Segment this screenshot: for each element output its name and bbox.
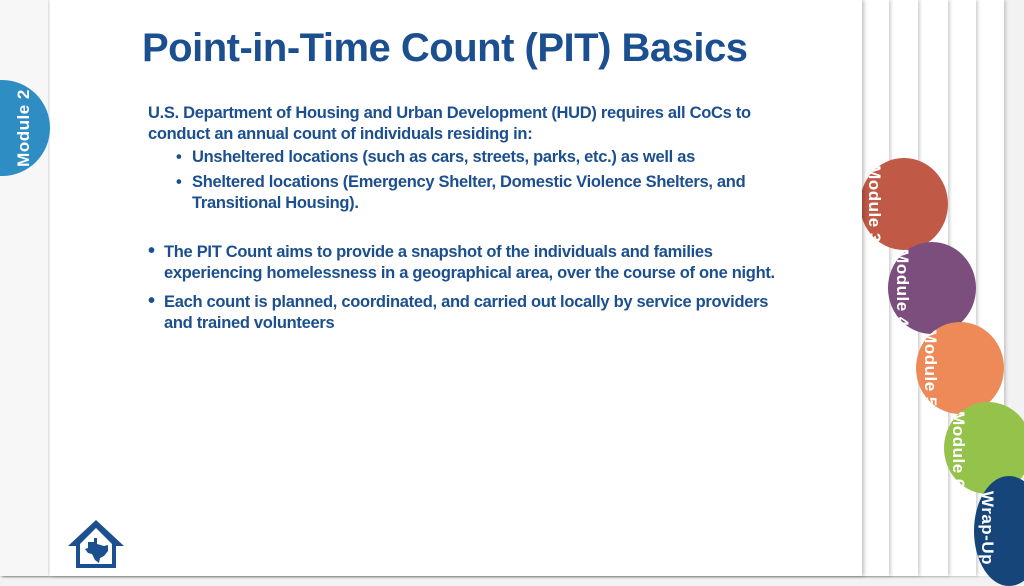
tab-module-5-label: Module 5	[921, 329, 940, 407]
tab-module-3-label: Module 3	[865, 165, 884, 243]
tab-module-2-label: Module 2	[14, 89, 33, 167]
home-texas-icon[interactable]	[66, 518, 126, 570]
tab-module-4[interactable]	[888, 242, 976, 334]
tab-module-4-label: Module 4	[893, 249, 912, 327]
tab-module-5[interactable]	[916, 322, 1004, 414]
page-title: Point-in-Time Count (PIT) Basics	[142, 26, 748, 70]
slide-body	[148, 103, 798, 342]
intro-text: U.S. Department of Housing and Urban Development (HUD) requires all CoCs to conduct an annual count of individuals residing in:	[148, 104, 751, 143]
tab-module-3[interactable]	[860, 158, 948, 250]
sub-bullet-list	[148, 147, 798, 214]
list-item: • Unsheltered locations (such as cars, streets, parks, etc.) as well as	[174, 147, 798, 168]
list-item: • The PIT Count aims to provide a snapshot of the individuals and families experiencing homelessness in a geographical area, over the course of one night.	[148, 242, 798, 284]
main-bullet-list	[148, 242, 798, 334]
list-item: • Sheltered locations (Emergency Shelter, Domestic Violence Shelters, and Transitional Housing).	[174, 172, 798, 214]
list-item: • Each count is planned, coordinated, and carried out locally by service providers and trained volunteers	[148, 292, 798, 334]
tab-module-6-label: Module 6	[949, 411, 968, 489]
tab-wrap-up-label: Wrap-Up	[978, 490, 997, 566]
